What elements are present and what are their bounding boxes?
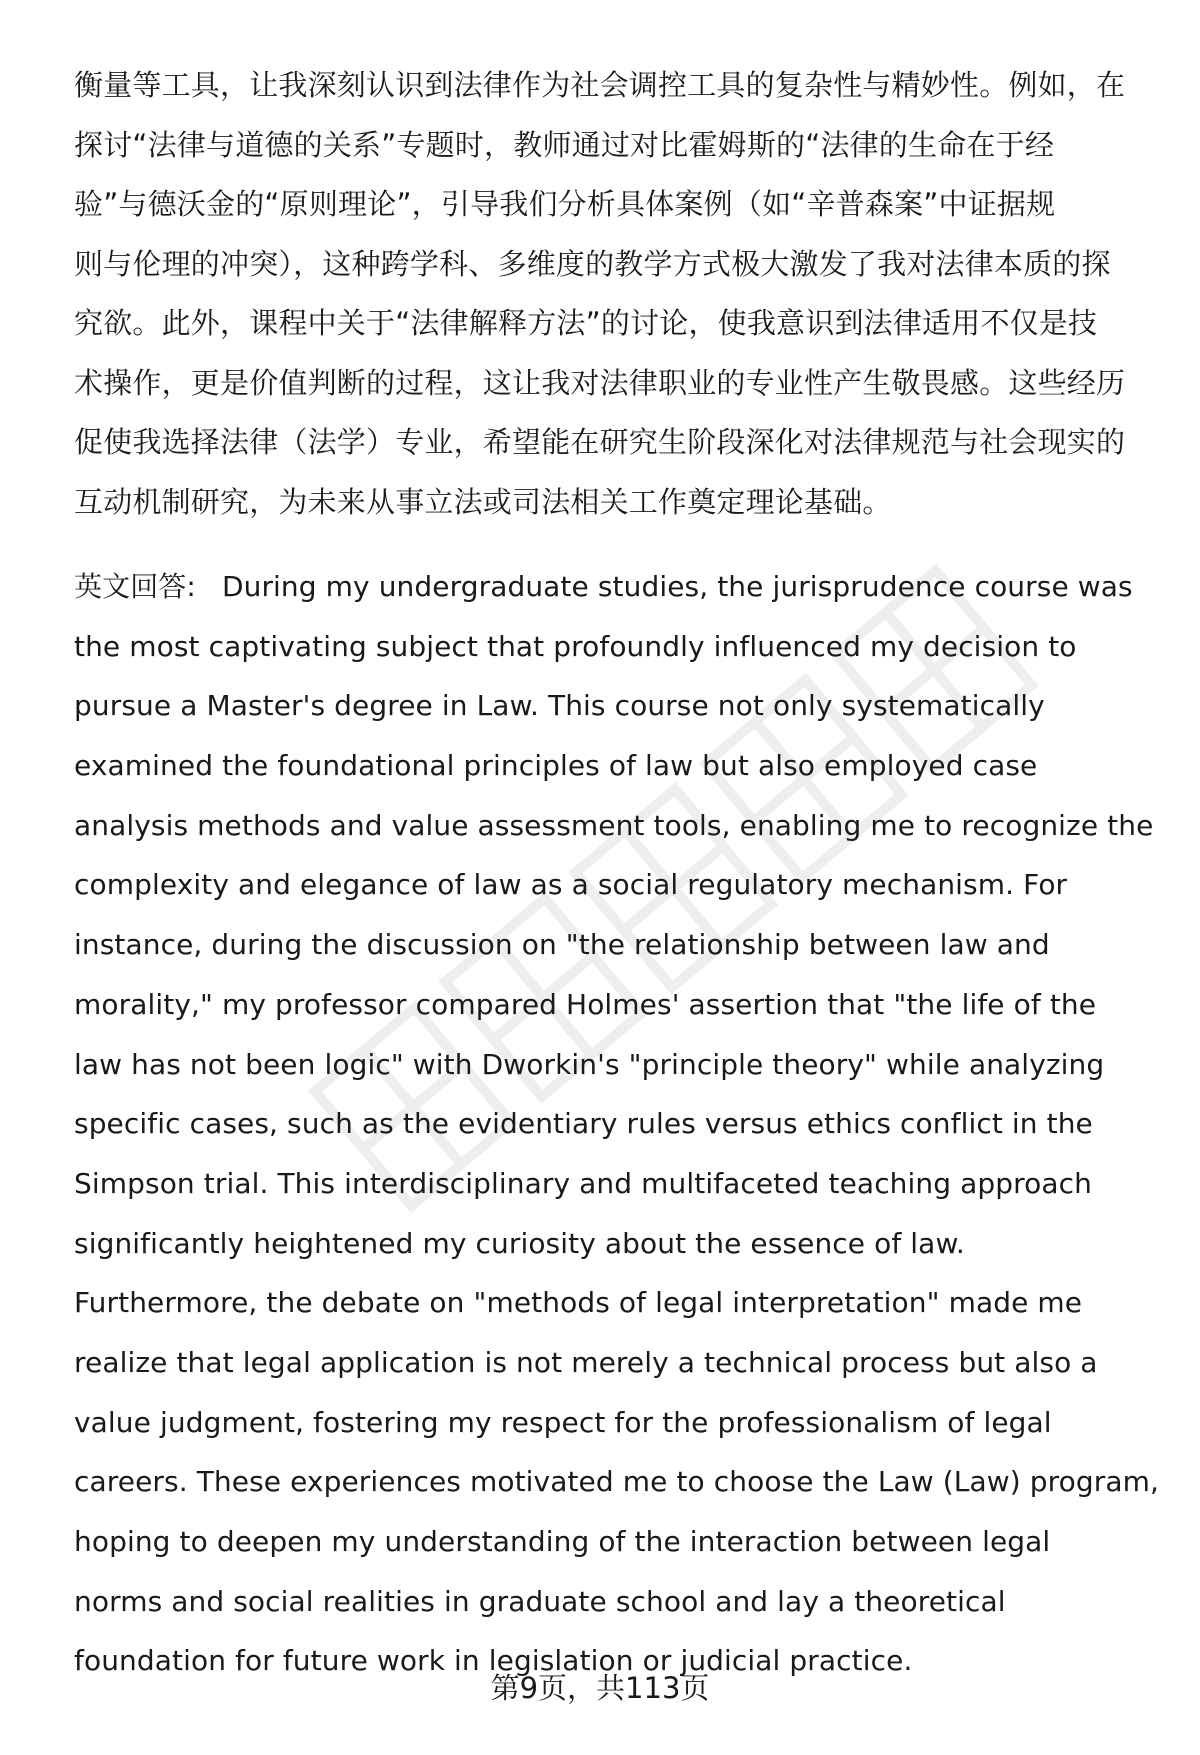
- english-answer-line: hoping to deepen my understanding of the interaction between legal: [74, 1525, 1051, 1558]
- english-answer-line: value judgment, fostering my respect for the professionalism of legal: [74, 1405, 1052, 1439]
- english-answer-line: complexity and elegance of law as a social regulatory mechanism. For: [74, 868, 1068, 902]
- english-answer-line: careers. These experiences motivated me to choose the Law (Law) program,: [74, 1465, 1160, 1499]
- english-answer-line: the most captivating subject that profoundly influenced my decision to: [74, 629, 1077, 663]
- chinese-answer: [74, 56, 1144, 532]
- chinese-answer-line: 究欲。此外，课程中关于“法律解释方法”的讨论，使我意识到法律适用不仅是技: [74, 306, 1098, 340]
- chinese-answer-line: 验”与德沃金的“原则理论”，引导我们分析具体案例（如“辛普森案”中证据规: [74, 187, 1056, 221]
- english-answer-line: norms and social realities in graduate school and lay a theoretical: [74, 1584, 1006, 1618]
- english-answer-line: pursue a Master's degree in Law. This course not only systematically: [74, 689, 1045, 723]
- chinese-answer-line: 则与伦理的冲突），这种跨学科、多维度的教学方式极大激发了我对法律本质的探: [74, 246, 1111, 281]
- english-answer-line: law has not been logic" with Dworkin's "principle theory" while analyzing: [74, 1047, 1105, 1081]
- english-answer-line: [74, 557, 1154, 617]
- english-answer-line: foundation for future work in legislation or judicial practice.: [74, 1644, 913, 1678]
- english-answer-line: examined the foundational principles of law but also employed case: [74, 749, 1038, 783]
- english-answer-line: instance, during the discussion on "the relationship between law and: [74, 928, 1050, 962]
- english-answer-label: 英文回答:: [74, 570, 196, 603]
- chinese-answer-line: 衡量等工具，让我深刻认识到法律作为社会调控工具的复杂性与精妙性。例如，在: [74, 68, 1126, 102]
- english-answer-text: During my undergraduate studies, the jurisprudence course was: [221, 570, 1133, 603]
- chinese-answer-line: 术操作，更是价值判断的过程，这让我对法律职业的专业性产生敬畏感。这些经历: [74, 365, 1126, 400]
- chinese-answer-line: 探讨“法律与道德的关系”专题时，教师通过对比霍姆斯的“法律的生命在于经: [74, 127, 1055, 162]
- chinese-answer-line: 互动机制研究，为未来从事立法或司法相关工作奠定理论基础。: [74, 484, 892, 519]
- chinese-answer-line: 促使我选择法律（法学）专业，希望能在研究生阶段深化对法律规范与社会现实的: [74, 425, 1126, 459]
- page-number-footer: 第9页，共113页: [490, 1671, 710, 1705]
- english-answer-line: Simpson trial. This interdisciplinary and multifaceted teaching approach: [74, 1166, 1092, 1200]
- english-answer-line: analysis methods and value assessment tools, enabling me to recognize the: [74, 808, 1154, 842]
- english-answer-line: realize that legal application is not merely a technical process but also a: [74, 1345, 1098, 1379]
- english-answer-line: specific cases, such as the evidentiary rules versus ethics conflict in the: [74, 1107, 1093, 1141]
- english-answer: [74, 557, 1160, 1691]
- english-answer-line: significantly heightened my curiosity about the essence of law.: [74, 1226, 965, 1260]
- english-answer-line: Furthermore, the debate on "methods of legal interpretation" made me: [74, 1286, 1083, 1320]
- english-answer-line: morality," my professor compared Holmes' assertion that "the life of the: [74, 987, 1097, 1021]
